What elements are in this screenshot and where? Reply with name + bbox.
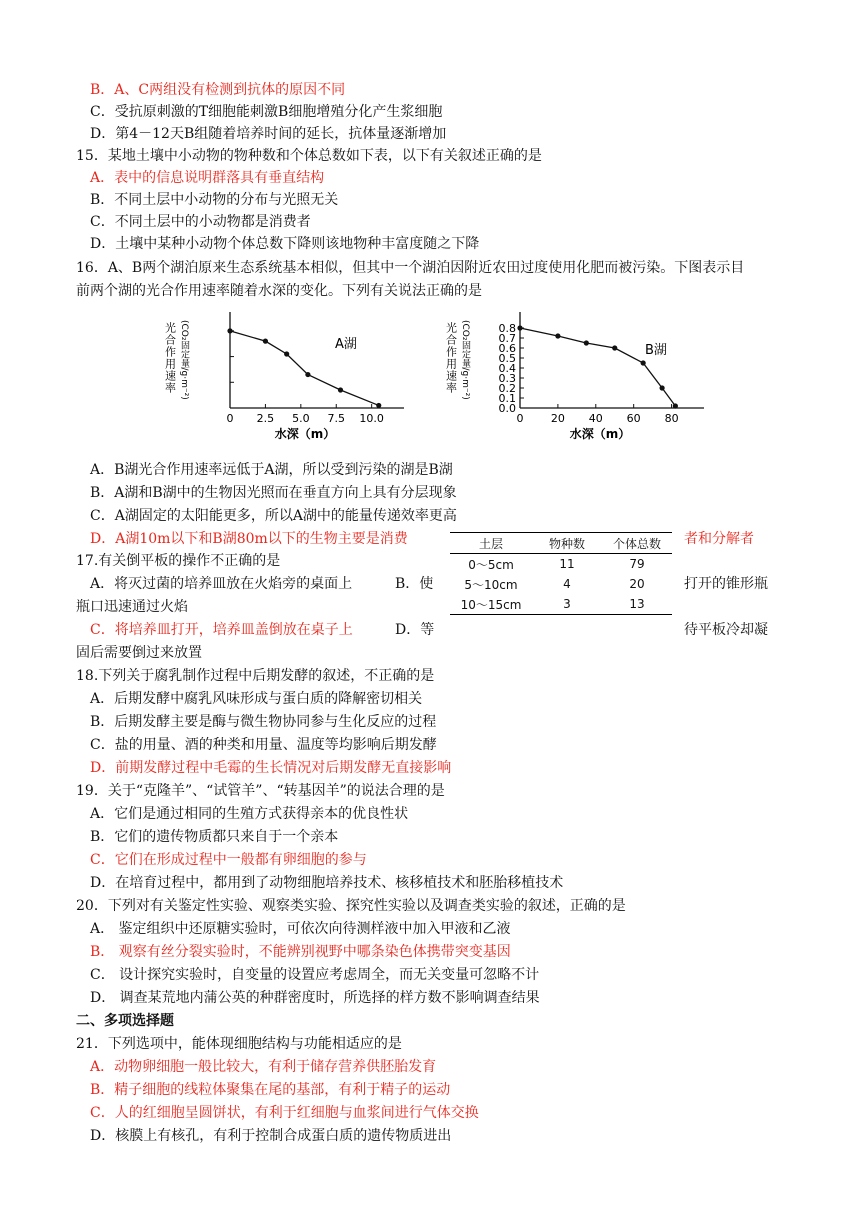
q18-option-d: D．前期发酵过程中毛霉的生长情况对后期发酵无直接影响 [90, 760, 452, 776]
q17-option-b: B．使 [395, 576, 434, 592]
x-tick-label: 80 [664, 412, 679, 425]
table-cell: 79 [629, 557, 645, 571]
x-tick-label: 5.0 [292, 412, 310, 425]
soil-animal-table [450, 532, 672, 615]
table-header: 物种数 [548, 536, 585, 551]
data-point [517, 325, 522, 330]
q16-stem-line2: 前两个湖的光合作用速率随着水深的变化。下列有关说法正确的是 [76, 283, 482, 299]
q20-option-d: D． 调查某荒地内蒲公英的种群密度时，所选择的样方数不影响调查结果 [90, 990, 540, 1006]
q15-option-c: C．不同土层中的小动物都是消费者 [90, 214, 311, 230]
table-cell: 20 [629, 577, 645, 591]
q19-option-d: D．在培育过程中，都用到了动物细胞培养技术、核移植技术和胚胎移植技术 [90, 875, 564, 891]
q21-option-a: A．动物卵细胞一般比较大，有利于储存营养供胚胎发育 [90, 1059, 437, 1075]
q19-option-c: C．它们在形成过程中一般都有卵细胞的参与 [90, 852, 367, 868]
y-tick-label: 0.8 [498, 322, 516, 335]
x-axis-label: 水深（m） [569, 427, 631, 441]
q18-option-b: B．后期发酵主要是酶与微生物协同参与生化反应的过程 [90, 714, 437, 730]
lake-b-chart [445, 308, 705, 443]
lake-a-chart [160, 308, 410, 443]
y-axis-unit: (CO₂固定量/g·m⁻²) [179, 320, 189, 400]
q17-option-b-cont2: 瓶口迅速通过火焰 [76, 599, 188, 615]
table-row [450, 554, 672, 575]
table-cell: 3 [563, 597, 571, 611]
y-tick-label: 0.6 [498, 342, 516, 355]
y-axis-label: 光合作用速率 [163, 322, 177, 394]
q17-stem: 17.有关倒平板的操作不正确的是 [76, 553, 281, 569]
x-tick-label: 10.0 [359, 412, 384, 425]
q20-stem: 20．下列对有关鉴定性实验、观察类实验、探究性实验以及调查类实验的叙述，正确的是 [76, 898, 626, 914]
q20-option-b: B． 观察有丝分裂实验时，不能辨别视野中哪条染色体携带突变基因 [90, 944, 511, 960]
table-cell: 0～5cm [468, 557, 514, 572]
q21-option-d: D．核膜上有核孔，有利于控制合成蛋白质的遗传物质进出 [90, 1128, 452, 1144]
q19-option-a: A．它们是通过相同的生殖方式获得亲本的优良性状 [90, 806, 409, 822]
data-point [673, 403, 678, 408]
q15-option-d: D．土壤中某种小动物个体总数下降则该地物种丰富度随之下降 [90, 236, 480, 252]
q20-option-a: A． 鉴定组织中还原糖实验时，可依次向待测样液中加入甲液和乙液 [90, 921, 511, 937]
q21-stem: 21．下列选项中，能体现细胞结构与功能相适应的是 [76, 1036, 402, 1052]
data-point [376, 403, 381, 408]
table-header: 土层 [478, 536, 503, 551]
q16-option-a: A．B湖光合作用速率远低于A湖，所以受到污染的湖是B湖 [90, 462, 453, 478]
table-cell: 5～10cm [464, 577, 518, 592]
q15-stem: 15．某地土壤中小动物的物种数和个体总数如下表，以下有关叙述正确的是 [76, 148, 542, 164]
q16-option-d-cont: 者和分解者 [684, 531, 754, 547]
x-tick-label: 2.5 [256, 412, 275, 425]
data-point [338, 387, 343, 392]
data-point [660, 385, 665, 390]
y-tick-label: 0.3 [498, 372, 516, 385]
x-tick-label: 7.5 [327, 412, 345, 425]
x-tick-label: 0 [516, 412, 524, 425]
q15-option-b: B．不同土层中小动物的分布与光照无关 [90, 192, 339, 208]
q20-option-c: C． 设计探究实验时，自变量的设置应考虑周全，而无关变量可忽略不计 [90, 967, 540, 983]
y-axis-label: 光合作用速率 [445, 322, 458, 394]
x-axis-label: 水深（m） [274, 427, 336, 441]
y-axis-unit: (CO₂固定量/g·m⁻²) [460, 320, 470, 400]
q17-option-a: A．将灭过菌的培养皿放在火焰旁的桌面上 [90, 576, 353, 592]
y-tick-label: 0.4 [498, 362, 516, 375]
table-cell: 11 [559, 557, 575, 571]
data-point [227, 328, 232, 333]
q17-option-d-cont: 待平板冷却凝 [684, 622, 768, 638]
table-cell: 4 [563, 577, 571, 591]
y-tick-label: 0.5 [498, 352, 516, 365]
table-cell: 13 [629, 597, 645, 611]
table-cell: 10～15cm [460, 597, 522, 612]
q17-option-d: D．等 [395, 622, 435, 638]
y-tick-label: 0.0 [498, 402, 516, 415]
q19-stem: 19．关于“克隆羊”、“试管羊”、“转基因羊”的说法合理的是 [76, 783, 445, 799]
section-heading: 二、多项选择题 [76, 1013, 174, 1029]
q19-option-b: B．它们的遗传物质都只来自于一个亲本 [90, 829, 339, 845]
data-point [305, 372, 310, 377]
series-line [520, 328, 675, 406]
q17-option-b-cont: 打开的锥形瓶 [684, 576, 768, 592]
q18-option-c: C．盐的用量、酒的种类和用量、温度等均影响后期发酵 [90, 737, 437, 753]
y-tick-label: 0.2 [498, 382, 516, 395]
q21-option-b: B．精子细胞的线粒体聚集在尾的基部，有利于精子的运动 [90, 1082, 451, 1098]
q16-option-c: C．A湖固定的太阳能更多，所以A湖中的能量传递效率更高 [90, 508, 457, 524]
y-tick-label: 0.1 [498, 392, 516, 405]
q18-stem: 18.下列关于腐乳制作过程中后期发酵的叙述，不正确的是 [76, 668, 435, 684]
q18-option-a: A．后期发酵中腐乳风味形成与蛋白质的降解密切相关 [90, 691, 423, 707]
data-point [641, 360, 646, 365]
q14-option-c: C．受抗原刺激的T细胞能刺激B细胞增殖分化产生浆细胞 [90, 104, 443, 120]
q21-option-c: C．人的红细胞呈圆饼状，有利于红细胞与血浆间进行气体交换 [90, 1105, 479, 1121]
q14-option-d: D．第4－12天B组随着培养时间的延长，抗体量逐渐增加 [90, 126, 447, 142]
table-row [450, 594, 672, 615]
data-point [584, 340, 589, 345]
table-row [450, 574, 672, 594]
q15-option-a: A．表中的信息说明群落具有垂直结构 [90, 170, 325, 186]
q16-stem-line1: 16．A、B两个湖泊原来生态系统基本相似，但其中一个湖泊因附近农田过度使用化肥而被污染。下图表示目 [76, 260, 745, 276]
q17-option-d-cont2: 固后需要倒过来放置 [76, 645, 202, 661]
q16-option-b: B．A湖和B湖中的生物因光照而在垂直方向上具有分层现象 [90, 485, 457, 501]
q16-option-d: D．A湖10m以下和B湖80m以下的生物主要是消费 [90, 531, 408, 547]
q14-option-b: B．A、C两组没有检测到抗体的原因不同 [90, 82, 346, 98]
x-tick-label: 40 [588, 412, 603, 425]
x-tick-label: 0 [226, 412, 234, 425]
data-point [555, 333, 560, 338]
table-header: 个体总数 [612, 536, 661, 551]
y-tick-label: 0.7 [498, 332, 516, 345]
chart-title: B湖 [645, 343, 667, 358]
q17-option-c: C．将培养皿打开，培养皿盖倒放在桌子上 [90, 622, 353, 638]
x-tick-label: 60 [626, 412, 641, 425]
x-tick-label: 20 [550, 412, 565, 425]
data-point [284, 351, 289, 356]
data-point [612, 345, 617, 350]
chart-title: A湖 [335, 337, 357, 352]
data-point [263, 339, 268, 344]
